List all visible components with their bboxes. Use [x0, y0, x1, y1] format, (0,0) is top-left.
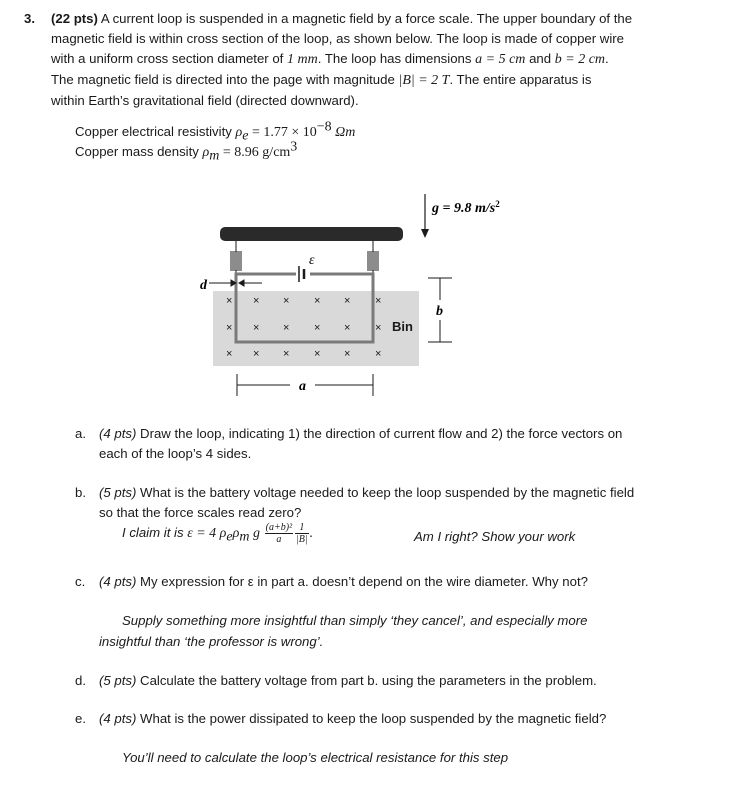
dimension-a: a = 5 cm	[475, 52, 526, 67]
left-spring	[230, 241, 242, 274]
intro-line-2: magnetic field is within cross section of the loop, as shown below. The loop is made of copper wire	[51, 31, 624, 46]
right-spring	[367, 241, 379, 274]
svg-text:×: ×	[283, 348, 290, 360]
battery-symbol	[296, 266, 310, 282]
density-exponent: 3	[290, 139, 298, 155]
resistivity-symbol: ρ	[235, 125, 243, 140]
resistivity-unit: Ωm	[331, 125, 356, 140]
svg-text:×: ×	[226, 322, 233, 334]
claim-equation: ε = 4 ρ	[187, 525, 227, 541]
frac2-den: |B|	[296, 534, 308, 545]
claim-fraction-1	[265, 522, 293, 545]
gravity-label: g = 9.8 $m/s^2$	[432, 199, 500, 216]
intro-text-3a: with a uniform cross section diameter of	[51, 51, 288, 66]
resistivity-label: Copper electrical resistivity	[75, 124, 236, 139]
intro-text-3c: . The loop has dimensions	[317, 51, 476, 66]
part-c-letter: c.	[75, 574, 86, 589]
svg-text:×: ×	[375, 322, 382, 334]
part-a-points: (4 pts)	[99, 426, 137, 441]
part-d-line	[99, 673, 597, 688]
gravity-arrow	[421, 194, 429, 238]
svg-text:×: ×	[253, 322, 260, 334]
part-e-text: What is the power dissipated to keep the loop suspended by the magnetic field?	[136, 711, 607, 726]
emf-label: ε	[309, 253, 315, 268]
part-d-points: (5 pts)	[99, 673, 137, 688]
wire-diameter: 1 mm	[287, 52, 318, 67]
ceiling-support	[220, 227, 403, 241]
svg-text:×: ×	[375, 295, 382, 307]
density-value: = 8.96 g/cm	[219, 145, 291, 160]
frac1-num: (a+b)²	[265, 522, 293, 533]
svg-text:×: ×	[283, 322, 290, 334]
b-in-label: Bin	[392, 319, 413, 334]
svg-text:×: ×	[253, 348, 260, 360]
density-symbol: ρ	[202, 145, 210, 160]
density-sub: m	[209, 148, 220, 164]
claim-text: I claim it is	[122, 524, 188, 540]
part-a-text-1: Draw the loop, indicating 1) the direction of current flow and 2) the force vectors on	[136, 426, 623, 441]
density-label: Copper mass density	[75, 144, 203, 159]
svg-text:×: ×	[344, 322, 351, 334]
part-b-line-2: so that the force scales read zero?	[99, 505, 302, 520]
frac1-den: a	[276, 534, 282, 545]
field-magnitude: |B| = 2 T	[398, 73, 450, 88]
part-b-right-note: Am I right? Show your work	[414, 529, 576, 544]
part-c-line	[99, 574, 588, 589]
part-e-letter: e.	[75, 711, 86, 726]
d-label: d	[200, 278, 207, 293]
part-c-note-1: Supply something more insightful than simply ‘they cancel’, and especially more	[122, 613, 588, 628]
claim-end: .	[309, 525, 314, 541]
svg-text:×: ×	[314, 348, 321, 360]
claim-sub-e: e	[226, 529, 233, 545]
svg-text:×: ×	[226, 348, 233, 360]
svg-text:×: ×	[344, 295, 351, 307]
svg-text:×: ×	[253, 295, 260, 307]
resistivity-exponent: −8	[316, 119, 332, 135]
problem-points: (22 pts)	[51, 11, 98, 26]
part-c-text: My expression for ε in part a. doesn’t depend on the wire diameter. Why not?	[136, 574, 588, 589]
claim-g: g	[249, 525, 260, 541]
part-a-line-2: each of the loop’s 4 sides.	[99, 446, 252, 461]
svg-text:×: ×	[375, 348, 382, 360]
problem-number: 3.	[24, 11, 35, 26]
frac2-num: 1	[295, 522, 309, 534]
claim-fraction-2	[295, 522, 309, 545]
svg-text:×: ×	[314, 322, 321, 334]
intro-text-4a: The magnetic field is directed into the page with magnitude	[51, 72, 399, 87]
claim-sub-m: m	[239, 529, 250, 545]
dimension-b: b = 2 cm	[554, 52, 606, 67]
svg-text:×: ×	[314, 295, 321, 307]
resistivity-value: = 1.77 × 10	[248, 125, 317, 140]
part-b-line-1	[99, 485, 634, 500]
intro-text-3g: .	[605, 51, 609, 66]
part-b-text-1: What is the battery voltage needed to keep the loop suspended by the magnetic field	[136, 485, 635, 500]
intro-text-4c: . The entire apparatus is	[449, 72, 592, 87]
part-d-letter: d.	[75, 673, 86, 688]
part-c-points: (4 pts)	[99, 574, 137, 589]
part-c-note-2: insightful than ‘the professor is wrong’.	[99, 634, 324, 649]
part-d-text: Calculate the battery voltage from part b. using the parameters in the problem.	[136, 673, 597, 688]
part-e-line	[99, 711, 606, 726]
part-a-line-1	[99, 426, 622, 441]
part-a-letter: a.	[75, 426, 86, 441]
svg-text:×: ×	[283, 295, 290, 307]
part-b-points: (5 pts)	[99, 485, 137, 500]
intro-text-1: A current loop is suspended in a magnetic field by a force scale. The upper boundary of the	[100, 11, 633, 26]
part-b-claim	[122, 522, 313, 545]
svg-text:×: ×	[226, 295, 233, 307]
a-label: a	[299, 379, 306, 394]
part-e-points: (4 pts)	[99, 711, 137, 726]
claim-rho-m: ρ	[232, 525, 240, 541]
part-e-note: You’ll need to calculate the loop’s electrical resistance for this step	[122, 750, 509, 765]
intro-text-3e: and	[525, 51, 555, 66]
svg-text:×: ×	[344, 348, 351, 360]
part-b-letter: b.	[75, 485, 86, 500]
intro-line-5: within Earth’s gravitational field (directed downward).	[51, 93, 359, 108]
resistivity-sub: e	[242, 128, 249, 144]
b-label: b	[436, 304, 443, 319]
